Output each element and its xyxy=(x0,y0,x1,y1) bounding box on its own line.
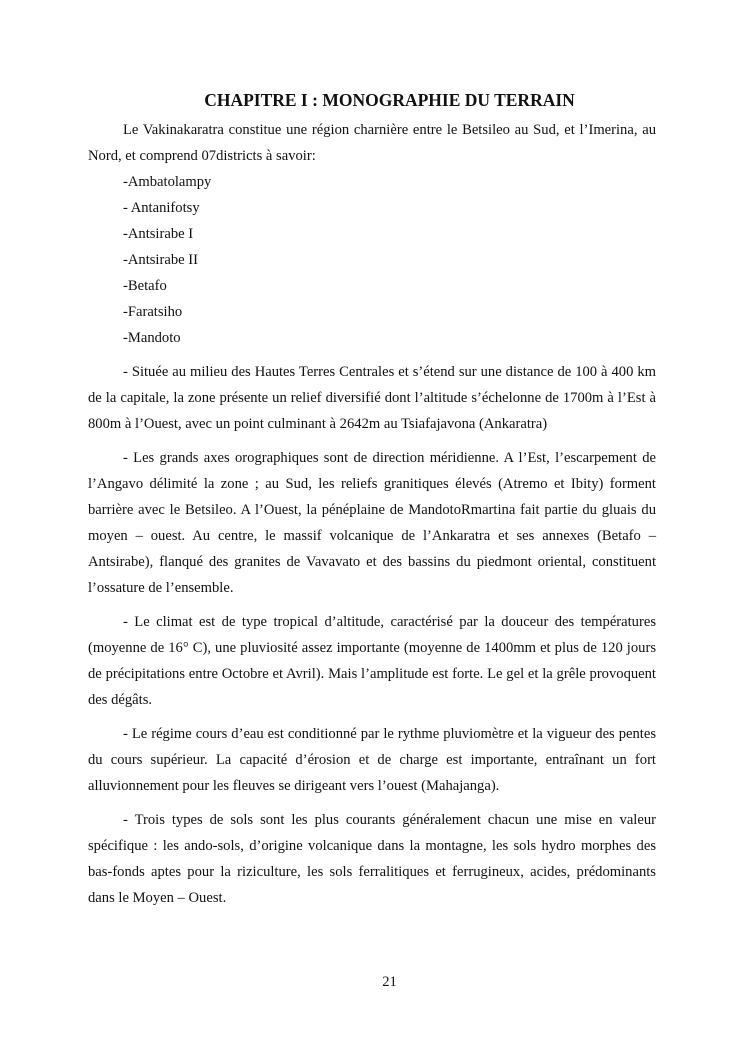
district-item: -Betafo xyxy=(123,278,167,294)
soils-paragraph: - Trois types de sols sont les plus courants généralement chacun une mise en valeur spécifique : les ando-sols, d’origine volcanique dans la montagne, les sols hydro morphes des bas-fonds aptes pour la riziculture, les sols ferralitiques et ferrugineux, acides, prédominants dans le Moyen – Ouest. xyxy=(88,812,656,906)
relief-paragraph: - Située au milieu des Hautes Terres Centrales et s’étend sur une distance de 100 à 400 km de la capitale, la zone présente un relief diversifié dont l’altitude s’échelonne de 1700m à l’Est à 800m à l’Ouest, avec un point culminant à 2642m au Tsiafajavona (Ankaratra) xyxy=(88,364,656,432)
orography-paragraph: - Les grands axes orographiques sont de direction méridienne. A l’Est, l’escarpement de l’Angavo délimité la zone ; au Sud, les reliefs granitiques élevés (Atremo et Ibity) forment barrière avec le Betsileo. A l’Ouest, la pénéplaine de MandotoRmartina fait partie du gluais du moyen – ouest. Au centre, le massif volcanique de l’Ankaratra et ses annexes (Betafo – Antsirabe), flanqué des granites de Vavavato et des bassins du piedmont oriental, constituent l’ossature de l’ensemble. xyxy=(88,450,656,596)
district-list xyxy=(88,169,656,351)
district-item: -Mandoto xyxy=(123,330,181,346)
district-item: -Antsirabe I xyxy=(123,226,194,242)
chapter-title: CHAPITRE I : MONOGRAPHIE DU TERRAIN xyxy=(204,90,575,110)
page-number: 21 xyxy=(382,974,397,990)
intro-paragraph: Le Vakinakaratra constitue une région charnière entre le Betsileo au Sud, et l’Imerina, au Nord, et comprend 07districts à savoir: xyxy=(88,122,656,164)
hydrology-paragraph: - Le régime cours d’eau est conditionné par le rythme pluviomètre et la vigueur des pentes du cours supérieur. La capacité d’érosion et de charge est importante, entraînant un fort alluvionnement pour les fleuves se dirigeant vers l’ouest (Mahajanga). xyxy=(88,726,656,794)
district-item: - Antanifotsy xyxy=(123,200,200,216)
district-item: -Antsirabe II xyxy=(123,252,198,268)
district-item: -Ambatolampy xyxy=(123,174,212,190)
climate-paragraph: - Le climat est de type tropical d’altitude, caractérisé par la douceur des températures (moyenne de 16° C), une pluviosité assez importante (moyenne de 1400mm et plus de 120 jours de précipitations entre Octobre et Avril). Mais l’amplitude est forte. Le gel et la grêle provoquent des dégâts. xyxy=(88,614,656,708)
district-item: -Faratsiho xyxy=(123,304,183,320)
page-body xyxy=(88,117,656,911)
